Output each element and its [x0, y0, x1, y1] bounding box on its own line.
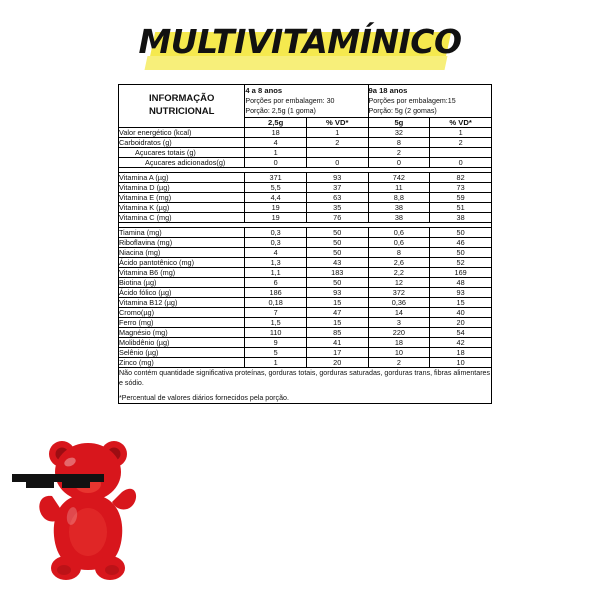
- table-body: [119, 85, 492, 404]
- value-4-8: 1: [245, 357, 307, 367]
- vd-value-4-8: 15: [306, 297, 368, 307]
- value-9-18: 8: [368, 137, 430, 147]
- vd-value-9-18: 46: [430, 237, 492, 247]
- value-4-8: 186: [245, 287, 307, 297]
- table-row: [119, 147, 492, 157]
- vd-value-9-18: 93: [430, 287, 492, 297]
- nutrition-info-line2: NUTRICIONAL: [148, 105, 215, 117]
- value-4-8: 5: [245, 347, 307, 357]
- table-row: [119, 337, 492, 347]
- nutrient-label: Vitamina B12 (µg): [119, 297, 245, 307]
- value-9-18: 2: [368, 147, 430, 157]
- vd-value-9-18: 50: [430, 247, 492, 257]
- value-4-8: 18: [245, 127, 307, 137]
- value-4-8: 19: [245, 212, 307, 222]
- value-9-18: 2,6: [368, 257, 430, 267]
- vd-value-4-8: 50: [306, 247, 368, 257]
- table-row: [119, 157, 492, 167]
- nutrient-label: Vitamina C (mg): [119, 212, 245, 222]
- vd-value-4-8: [306, 147, 368, 157]
- value-9-18: 14: [368, 307, 430, 317]
- value-4-8: 0,3: [245, 237, 307, 247]
- nutrient-label: Cromo(µg): [119, 307, 245, 317]
- vd-value-9-18: 54: [430, 327, 492, 337]
- value-4-8: 0,3: [245, 227, 307, 237]
- value-9-18: 18: [368, 337, 430, 347]
- vd-value-4-8: 20: [306, 357, 368, 367]
- vd-value-9-18: [430, 147, 492, 157]
- vd-value-4-8: 50: [306, 277, 368, 287]
- nutrition-facts-table: [118, 84, 492, 404]
- vd-value-9-18: 52: [430, 257, 492, 267]
- value-4-8: 1,3: [245, 257, 307, 267]
- table-row: [119, 237, 492, 247]
- nutrient-label: Ferro (mg): [119, 317, 245, 327]
- nutrient-label: Niacina (mg): [119, 247, 245, 257]
- value-4-8: 371: [245, 172, 307, 182]
- table-header-row-titles: [119, 85, 492, 118]
- vd-value-4-8: 93: [306, 287, 368, 297]
- value-9-18: 8: [368, 247, 430, 257]
- vd-value-4-8: 85: [306, 327, 368, 337]
- table-row: [119, 212, 492, 222]
- table-row: [119, 227, 492, 237]
- footnote-cell: [119, 367, 492, 404]
- vd-value-4-8: 15: [306, 317, 368, 327]
- age-group-4-8-header: [245, 85, 368, 118]
- vd-value-9-18: 48: [430, 277, 492, 287]
- vd-value-4-8: 2: [306, 137, 368, 147]
- nutrient-label: Vitamina E (mg): [119, 192, 245, 202]
- vd-value-4-8: 183: [306, 267, 368, 277]
- vd-value-9-18: 73: [430, 182, 492, 192]
- nutrient-label: Açucares totais (g): [119, 147, 245, 157]
- table-row: [119, 127, 492, 137]
- table-row: [119, 137, 492, 147]
- table-row: [119, 297, 492, 307]
- value-9-18: 12: [368, 277, 430, 287]
- value-4-8: 4,4: [245, 192, 307, 202]
- value-4-8: 0: [245, 157, 307, 167]
- value-9-18: 220: [368, 327, 430, 337]
- deal-with-it-sunglasses-icon: [12, 470, 104, 492]
- table-row: [119, 347, 492, 357]
- value-9-18: 11: [368, 182, 430, 192]
- vd-value-4-8: 1: [306, 127, 368, 137]
- table-row: [119, 287, 492, 297]
- vd-value-4-8: 93: [306, 172, 368, 182]
- value-9-18: 2: [368, 357, 430, 367]
- nutrient-label: Biotina (µg): [119, 277, 245, 287]
- value-9-18: 0,6: [368, 237, 430, 247]
- nutrient-label: Vitamina A (µg): [119, 172, 245, 182]
- table-row: [119, 327, 492, 337]
- nutrient-label: Açucares adicionados(g): [119, 157, 245, 167]
- vd-value-9-18: 15: [430, 297, 492, 307]
- table-row: [119, 257, 492, 267]
- table-row: [119, 202, 492, 212]
- value-9-18: 8,8: [368, 192, 430, 202]
- nutrient-label: Ácido pantotênico (mg): [119, 257, 245, 267]
- value-4-8: 1,5: [245, 317, 307, 327]
- value-4-8: 1,1: [245, 267, 307, 277]
- vd-value-4-8: 76: [306, 212, 368, 222]
- footnote-row: [119, 367, 492, 404]
- value-4-8: 7: [245, 307, 307, 317]
- table-row: [119, 307, 492, 317]
- age-group-4-8-label: 4 a 8 anos: [245, 86, 283, 95]
- vd-value-9-18: 18: [430, 347, 492, 357]
- value-9-18: 372: [368, 287, 430, 297]
- value-9-18: 38: [368, 202, 430, 212]
- vd-value-4-8: 50: [306, 237, 368, 247]
- nutrient-label: Tiamina (mg): [119, 227, 245, 237]
- table-row: [119, 357, 492, 367]
- value-9-18: 0,36: [368, 297, 430, 307]
- nutrient-label: Zinco (mg): [119, 357, 245, 367]
- vd-value-9-18: 82: [430, 172, 492, 182]
- vd-value-9-18: 20: [430, 317, 492, 327]
- value-9-18: 2,2: [368, 267, 430, 277]
- vd-value-9-18: 38: [430, 212, 492, 222]
- page-title-banner: [0, 22, 600, 74]
- vd-value-9-18: 1: [430, 127, 492, 137]
- nutrition-info-title: [119, 85, 245, 128]
- vd-value-4-8: 37: [306, 182, 368, 192]
- value-4-8: 5,5: [245, 182, 307, 192]
- vd-value-9-18: 42: [430, 337, 492, 347]
- vd-value-4-8: 0: [306, 157, 368, 167]
- vd-value-4-8: 43: [306, 257, 368, 267]
- vd-value-9-18: 50: [430, 227, 492, 237]
- value-9-18: 3: [368, 317, 430, 327]
- value-4-8: 0,18: [245, 297, 307, 307]
- value-9-18: 0,6: [368, 227, 430, 237]
- vd-value-9-18: 10: [430, 357, 492, 367]
- vd-4-8: % VD*: [306, 117, 368, 127]
- vd-value-9-18: 40: [430, 307, 492, 317]
- nutrition-info-line1: INFORMAÇÃO: [148, 92, 215, 104]
- vd-value-4-8: 47: [306, 307, 368, 317]
- age-group-9-18-portion: Porção: 5g (2 gomas): [368, 107, 437, 116]
- table-row: [119, 247, 492, 257]
- value-9-18: 38: [368, 212, 430, 222]
- nutrient-label: Vitamina B6 (mg): [119, 267, 245, 277]
- page-title: MULTIVITAMÍNICO: [138, 22, 462, 61]
- table-row: [119, 277, 492, 287]
- gummy-bear-mascot: [36, 432, 140, 582]
- vd-9-18: % VD*: [430, 117, 492, 127]
- nutrient-label: Selênio (µg): [119, 347, 245, 357]
- value-4-8: 4: [245, 247, 307, 257]
- age-group-9-18-header: [368, 85, 491, 118]
- age-group-4-8-portion: Porção: 2,5g (1 goma): [245, 107, 316, 116]
- nutrient-label: Vitamina D (µg): [119, 182, 245, 192]
- nutrient-label: Valor energético (kcal): [119, 127, 245, 137]
- age-group-9-18-label: 9a 18 anos: [368, 86, 408, 95]
- value-4-8: 110: [245, 327, 307, 337]
- table-row: [119, 172, 492, 182]
- nutrient-label: Ácido fólico (µg): [119, 287, 245, 297]
- footnote-secondary: *Percentual de valores diários fornecidos pela porção.: [119, 394, 289, 403]
- value-4-8: 9: [245, 337, 307, 347]
- vd-value-9-18: 2: [430, 137, 492, 147]
- vd-value-4-8: 50: [306, 227, 368, 237]
- footnote-primary: Não contém quantidade significativa proteínas, gorduras totais, gorduras saturadas, gorduras trans, fibras alimentares e sódio.: [119, 368, 491, 387]
- nutrient-label: Carboidratos (g): [119, 137, 245, 147]
- nutrient-label: Riboflavina (mg): [119, 237, 245, 247]
- unit-4-8: 2,5g: [245, 117, 307, 127]
- value-9-18: 32: [368, 127, 430, 137]
- value-9-18: 742: [368, 172, 430, 182]
- age-group-4-8-portions: Porções por embalagem: 30: [245, 97, 335, 105]
- value-4-8: 4: [245, 137, 307, 147]
- value-4-8: 19: [245, 202, 307, 212]
- nutrient-label: Vitamina K (µg): [119, 202, 245, 212]
- vd-value-9-18: 169: [430, 267, 492, 277]
- vd-value-4-8: 35: [306, 202, 368, 212]
- value-9-18: 10: [368, 347, 430, 357]
- age-group-9-18-portions: Porções por embalagem:15: [368, 97, 456, 105]
- value-9-18: 0: [368, 157, 430, 167]
- unit-9-18: 5g: [368, 117, 430, 127]
- vd-value-9-18: 0: [430, 157, 492, 167]
- table-row: [119, 182, 492, 192]
- value-4-8: 1: [245, 147, 307, 157]
- vd-value-4-8: 17: [306, 347, 368, 357]
- vd-value-4-8: 63: [306, 192, 368, 202]
- table-row: [119, 317, 492, 327]
- table-row: [119, 192, 492, 202]
- table-row: [119, 267, 492, 277]
- nutrient-label: Magnésio (mg): [119, 327, 245, 337]
- vd-value-9-18: 59: [430, 192, 492, 202]
- nutrient-label: Molibdênio (µg): [119, 337, 245, 347]
- vd-value-9-18: 51: [430, 202, 492, 212]
- value-4-8: 6: [245, 277, 307, 287]
- vd-value-4-8: 41: [306, 337, 368, 347]
